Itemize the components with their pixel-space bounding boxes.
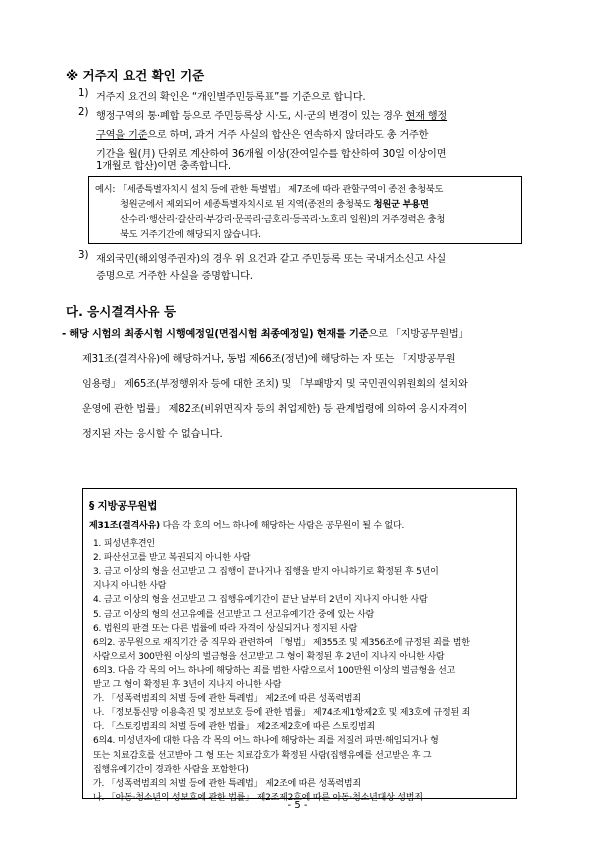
example-line-1: 예시: 「세종특별자치시 설치 등에 관한 특별법」 제7조에 따라 관할구역이 종전 충청북도	[95, 184, 444, 195]
example-line-3: 산수리·행산리·갈산리·부강리·문곡리·금호리·등곡리·노호리 일원)의 거주경력은 충청	[120, 214, 446, 225]
law-line: 1. 피성년후견인	[93, 539, 155, 549]
item-2-line-1	[96, 107, 447, 122]
disqualification-lead	[62, 325, 468, 340]
law-line: 2. 파산선고를 받고 복권되지 아니한 사람	[93, 553, 251, 564]
example-line-2-bold: 청원군 부용면	[373, 199, 429, 210]
law-title: § 지방공무원법	[89, 500, 158, 512]
law-line: 5. 금고 이상의 형의 선고유예를 선고받고 그 선고유예기간 중에 있는 사람	[93, 609, 375, 620]
law-line: 가. 「성폭력범죄의 처벌 등에 관한 특례법」 제2조에 따른 성폭력범죄	[93, 694, 361, 705]
disqualification-heading: 다. 응시결격사유 등	[66, 304, 177, 319]
law-line: 3. 금고 이상의 형을 선고받고 그 집행이 끝나거나 집행을 받지 아니하기로 확정된 후 5년이	[93, 567, 439, 578]
item-2-number: 2)	[78, 107, 89, 118]
law-line: 나. 「아동·청소년의 성보호에 관한 법률」 제2조제2호에 따른 아동·청소년대상 성범죄	[93, 792, 423, 803]
page-number: - 5 -	[287, 800, 308, 811]
residence-heading: ※ 거주지 요건 확인 기준	[66, 68, 205, 83]
example-line-2-text: 청원군에서 제외되어 세종특별자치시로 된 지역(종전의 충청북도	[120, 199, 374, 210]
law-line: 6의3. 다음 각 목의 어느 하나에 해당하는 죄를 범한 사람으로서 100만원 이상의 벌금형을 선고	[93, 665, 456, 676]
item-2-line-2	[96, 126, 428, 141]
item-2-line-2-text: 으로 하며, 과거 거주 사실의 합산은 연속하지 않더라도 총 거주한	[147, 130, 429, 141]
item-2-line-2-underlined: 구역을 기준	[96, 130, 148, 141]
law-line: 지나지 아니한 사람	[93, 581, 167, 592]
disqualification-line-4: 정지된 자는 응시할 수 없습니다.	[82, 429, 223, 440]
law-article-bold: 제31조(결격사유)	[89, 521, 160, 531]
item-3-number: 3)	[78, 250, 89, 261]
law-line: 6. 법원의 판결 또는 다른 법률에 따라 자격이 상실되거나 정지된 사람	[93, 623, 358, 634]
law-line: 받고 그 형이 확정된 후 3년이 지나지 아니한 사람	[93, 680, 282, 690]
law-line: 다. 「스토킹범죄의 처벌 등에 관한 법률」 제2조제2호에 따른 스토킹범죄	[93, 722, 375, 733]
law-line: 6의4. 미성년자에 대한 다음 각 목의 어느 하나에 해당하는 죄를 저질러 파면·해임되거나 형	[93, 736, 439, 747]
item-2-line-3: 기간을 월(月) 단위로 계산하여 36개월 이상(잔여일수를 합산하여 30일 이상이면	[96, 149, 447, 160]
item-3-line-2: 증명으로 거주한 사실을 증명합니다.	[96, 271, 253, 282]
law-excerpt-box	[82, 488, 517, 803]
disqualification-lead-rest: 으로 「지방공무원법」	[368, 329, 469, 340]
law-line: 또는 치료감호를 선고받아 그 형 또는 치료감호가 확정된 사람(집행유예를 선고받은 후 그	[93, 750, 432, 761]
item-3-line-1: 재외국민(해외영주권자)의 경우 위 요건과 같고 주민등록 또는 국내거소신고 사실	[96, 254, 447, 265]
example-box	[88, 176, 522, 244]
disqualification-lead-bold: - 해당 시험의 최종시험 시행예정일(면접시험 최종예정일) 현재를 기준	[62, 329, 369, 340]
item-2-line-4: 1개월로 합산)이면 충족합니다.	[96, 161, 231, 172]
item-2-line-1-text: 행정구역의 통·폐합 등으로 주민등록상 시·도, 시·군의 변경이 있는 경우	[96, 111, 406, 122]
item-1-line-1: 거주지 요건의 확인은 “개인별주민등록표”를 기준으로 합니다.	[96, 92, 366, 103]
law-article-rest: 다음 각 호의 어느 하나에 해당하는 사람은 공무원이 될 수 없다.	[159, 521, 405, 531]
law-line: 집행유예기간이 경과한 사람을 포함한다)	[93, 764, 249, 775]
law-line: 사람으로서 300만원 이상의 벌금형을 선고받고 그 형이 확정된 후 2년이 지나지 아니한 사람	[93, 651, 445, 662]
disqualification-line-3: 운영에 관한 법률」 제82조(비위면직자 등의 취업제한) 등 관계법령에 의하여 응시자격이	[82, 404, 468, 415]
item-2-line-1-underlined: 현재 행정	[405, 111, 448, 122]
law-line: 가. 「성폭력범죄의 처벌 등에 관한 특례법」 제2조에 따른 성폭력범죄	[93, 778, 361, 789]
law-line: 6의2. 공무원으로 재직기간 중 직무와 관련하여 「형법」 제355조 및 제356조에 규정된 죄를 범한	[93, 637, 470, 648]
law-line: 나. 「정보통신망 이용촉진 및 정보보호 등에 관한 법률」 제74조제1항제2호 및 제3호에 규정된 죄	[93, 708, 471, 719]
law-line: 4. 금고 이상의 형을 선고받고 그 집행유예기간이 끝난 날부터 2년이 지나지 아니한 사람	[93, 595, 428, 606]
item-1-number: 1)	[78, 88, 89, 99]
example-line-4: 북도 거주기간에 해당되지 않습니다.	[120, 229, 261, 240]
disqualification-line-1: 제31조(결격사유)에 해당하거나, 동법 제66조(정년)에 해당하는 자 또는 「지방공무원	[82, 354, 456, 365]
disqualification-line-2: 임용령」 제65조(부정행위자 등에 대한 조치) 및 「부패방지 및 국민권익위원회의 설치와	[82, 379, 468, 390]
example-line-2	[120, 196, 429, 210]
law-article	[89, 518, 404, 531]
